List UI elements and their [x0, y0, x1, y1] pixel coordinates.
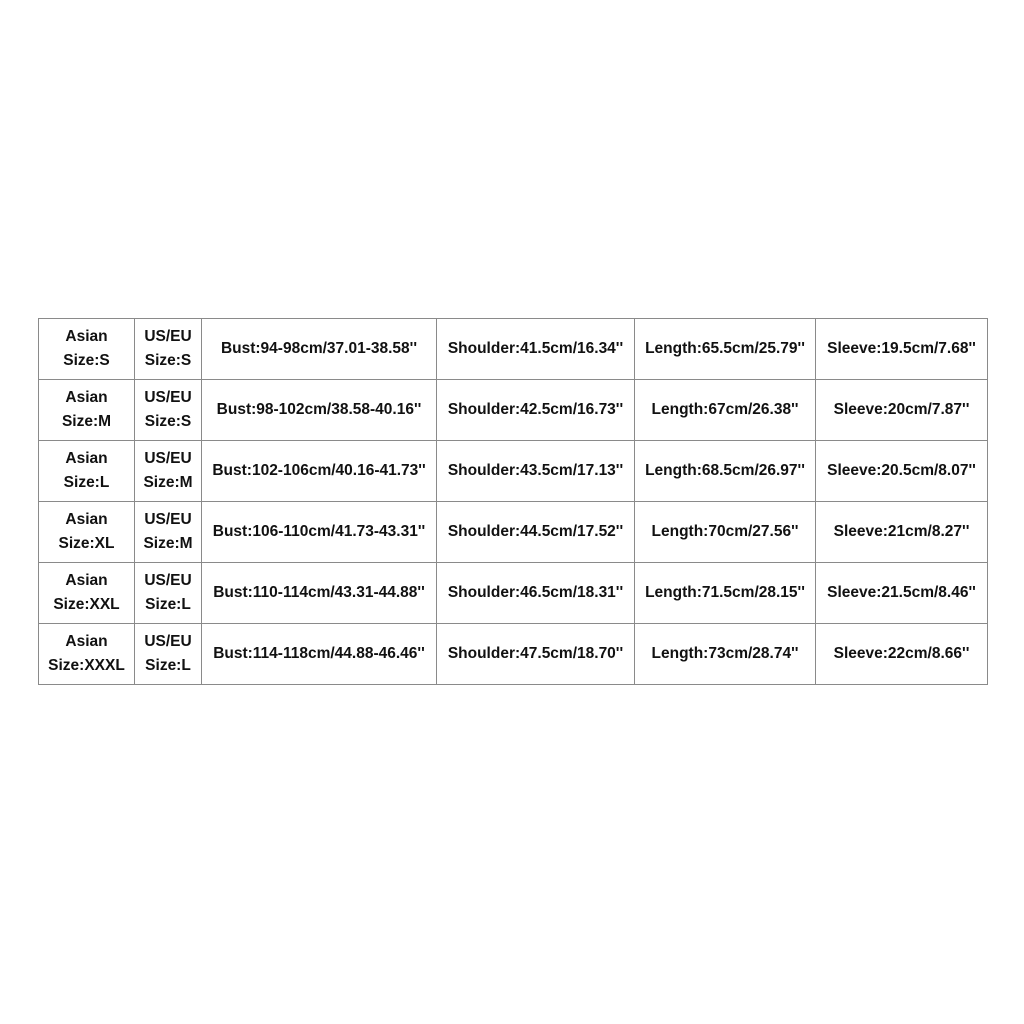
us-eu-size-cell-line: Size:S [144, 352, 192, 369]
table-row [39, 380, 988, 441]
us-eu-size-cell [135, 563, 202, 624]
asian-size-cell-line: Size:XL [58, 535, 115, 552]
sleeve-cell: Sleeve:19.5cm/7.68'' [816, 319, 988, 380]
table-row [39, 624, 988, 685]
asian-size-cell [39, 502, 135, 563]
us-eu-size-cell [135, 441, 202, 502]
asian-size-cell-line: Asian [65, 450, 108, 467]
shoulder-cell: Shoulder:44.5cm/17.52'' [437, 502, 635, 563]
length-cell: Length:68.5cm/26.97'' [635, 441, 816, 502]
us-eu-size-cell-line: US/EU [144, 633, 192, 650]
us-eu-size-cell-line: Size:S [144, 413, 192, 430]
shoulder-cell: Shoulder:46.5cm/18.31'' [437, 563, 635, 624]
us-eu-size-cell [135, 319, 202, 380]
asian-size-cell-line: Size:M [61, 413, 112, 430]
sleeve-cell: Sleeve:21.5cm/8.46'' [816, 563, 988, 624]
table-row [39, 319, 988, 380]
us-eu-size-cell-line: US/EU [144, 450, 192, 467]
bust-cell: Bust:106-110cm/41.73-43.31'' [202, 502, 437, 563]
bust-cell: Bust:110-114cm/43.31-44.88'' [202, 563, 437, 624]
sleeve-cell: Sleeve:20cm/7.87'' [816, 380, 988, 441]
asian-size-cell-line: Asian [65, 389, 108, 406]
us-eu-size-cell [135, 380, 202, 441]
asian-size-cell-line: Size:L [63, 474, 110, 491]
asian-size-cell-line: Size:XXL [53, 596, 120, 613]
us-eu-size-cell-line: Size:L [145, 657, 191, 674]
us-eu-size-cell-line: Size:L [145, 596, 191, 613]
bust-cell: Bust:94-98cm/37.01-38.58'' [202, 319, 437, 380]
asian-size-cell [39, 563, 135, 624]
asian-size-cell [39, 380, 135, 441]
table-row [39, 441, 988, 502]
us-eu-size-cell-line: US/EU [144, 389, 192, 406]
bust-cell: Bust:114-118cm/44.88-46.46'' [202, 624, 437, 685]
bust-cell: Bust:98-102cm/38.58-40.16'' [202, 380, 437, 441]
us-eu-size-cell-line: Size:M [143, 474, 193, 491]
asian-size-cell [39, 319, 135, 380]
sleeve-cell: Sleeve:20.5cm/8.07'' [816, 441, 988, 502]
asian-size-cell-line: Asian [65, 572, 108, 589]
length-cell: Length:71.5cm/28.15'' [635, 563, 816, 624]
size-chart-table [38, 318, 988, 685]
table-row [39, 502, 988, 563]
us-eu-size-cell-line: US/EU [144, 328, 192, 345]
asian-size-cell [39, 441, 135, 502]
asian-size-cell [39, 624, 135, 685]
asian-size-cell-line: Asian [65, 328, 108, 345]
shoulder-cell: Shoulder:47.5cm/18.70'' [437, 624, 635, 685]
asian-size-cell-line: Asian [65, 511, 108, 528]
asian-size-cell-line: Size:S [63, 352, 110, 369]
asian-size-cell-line: Size:XXXL [48, 657, 125, 674]
length-cell: Length:70cm/27.56'' [635, 502, 816, 563]
shoulder-cell: Shoulder:41.5cm/16.34'' [437, 319, 635, 380]
size-chart-body [39, 319, 988, 685]
us-eu-size-cell [135, 502, 202, 563]
us-eu-size-cell [135, 624, 202, 685]
table-row [39, 563, 988, 624]
length-cell: Length:65.5cm/25.79'' [635, 319, 816, 380]
length-cell: Length:73cm/28.74'' [635, 624, 816, 685]
sleeve-cell: Sleeve:22cm/8.66'' [816, 624, 988, 685]
us-eu-size-cell-line: Size:M [143, 535, 193, 552]
bust-cell: Bust:102-106cm/40.16-41.73'' [202, 441, 437, 502]
shoulder-cell: Shoulder:42.5cm/16.73'' [437, 380, 635, 441]
sleeve-cell: Sleeve:21cm/8.27'' [816, 502, 988, 563]
us-eu-size-cell-line: US/EU [144, 572, 192, 589]
shoulder-cell: Shoulder:43.5cm/17.13'' [437, 441, 635, 502]
length-cell: Length:67cm/26.38'' [635, 380, 816, 441]
us-eu-size-cell-line: US/EU [144, 511, 192, 528]
asian-size-cell-line: Asian [65, 633, 108, 650]
